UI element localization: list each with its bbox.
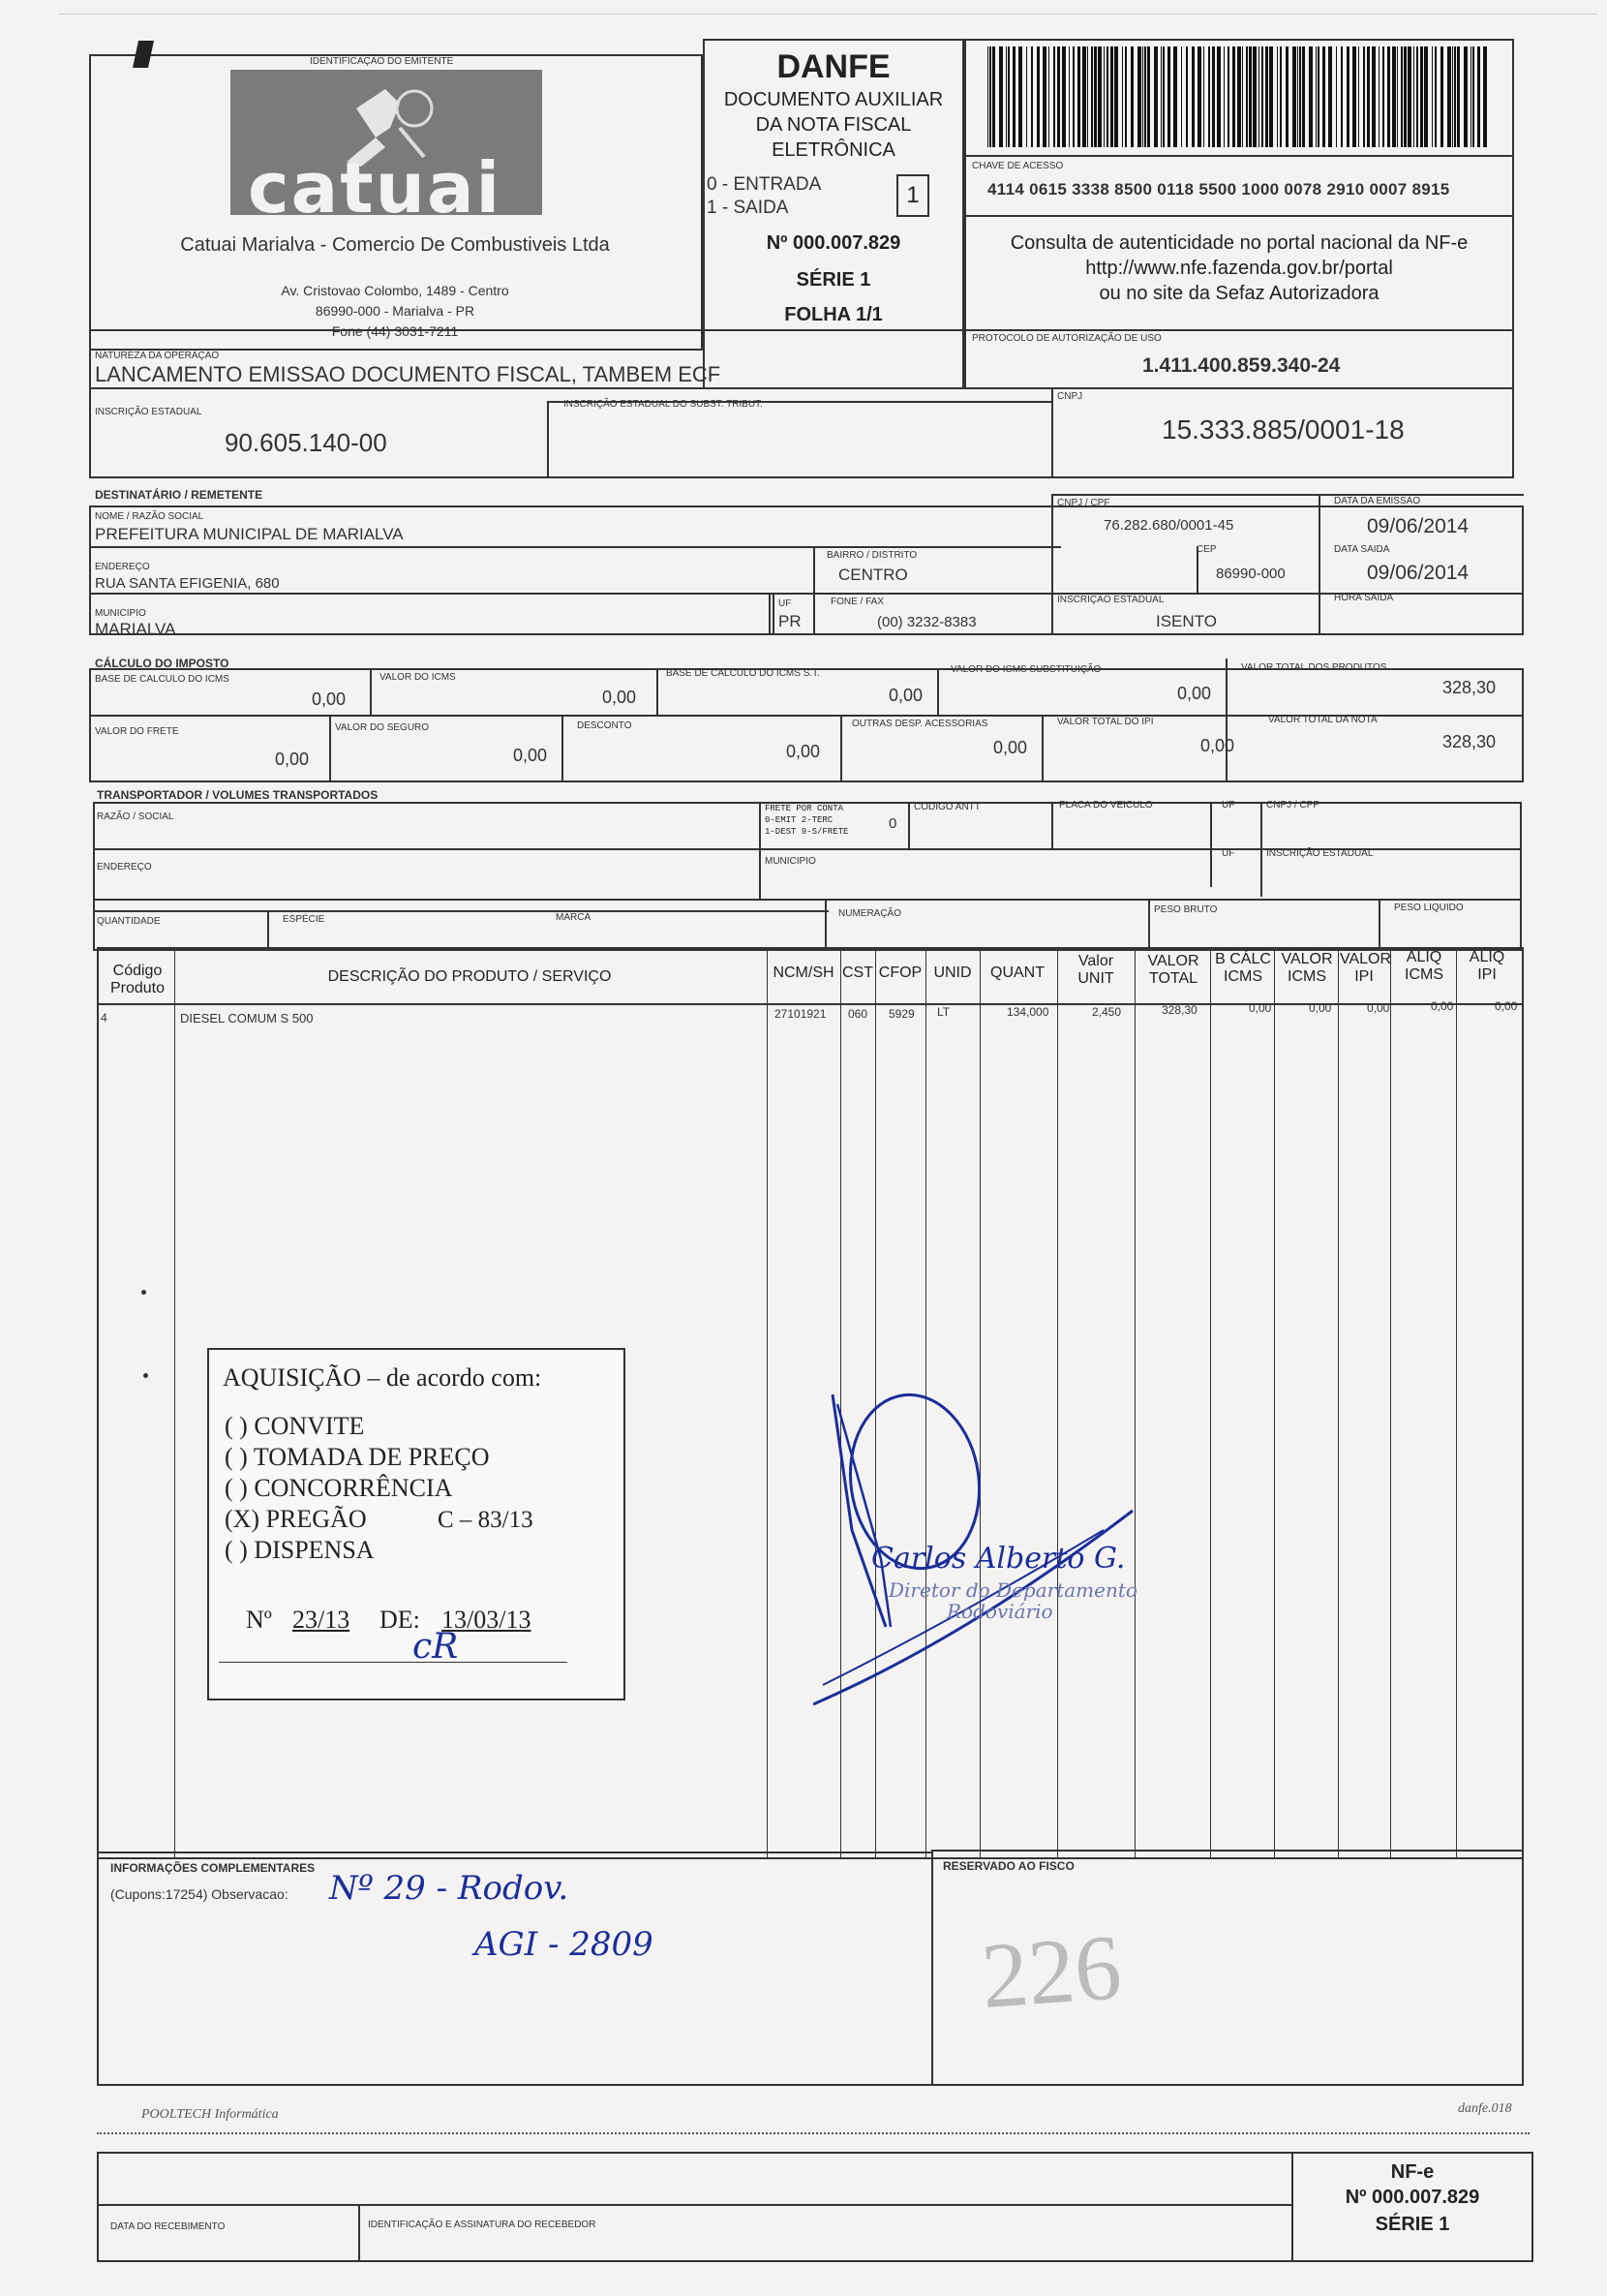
base-icms-value: 0,00 <box>312 689 347 709</box>
barcode-bar <box>1464 46 1468 147</box>
consult-line-2: http://www.nfe.fazenda.gov.br/portal <box>1085 258 1393 279</box>
table-column-line <box>1338 949 1339 1859</box>
cell-valor-unit: 2,450 <box>1092 1005 1122 1019</box>
barcode-bar <box>1397 46 1398 147</box>
base-st-value: 0,00 <box>889 686 924 705</box>
barcode-bar <box>1457 46 1460 147</box>
barcode-bar <box>1413 46 1414 147</box>
base-icms-label: BASE DE CALCULO DO ICMS <box>95 674 229 685</box>
barcode-bar <box>1114 46 1118 147</box>
ie-st-label: INSCRIÇÃO ESTADUAL DO SUBST. TRIBUT. <box>563 399 763 410</box>
barcode-bar <box>1091 46 1093 147</box>
peso-liquido-label: PESO LIQUIDO <box>1394 903 1464 913</box>
barcode-bar <box>992 46 995 147</box>
barcode-bar <box>1341 46 1343 147</box>
col-cfop: CFOP <box>878 964 923 981</box>
valor-st-value: 0,00 <box>1177 684 1212 703</box>
placa-label: PLACA DO VEICULO <box>1059 800 1153 811</box>
barcode-bar <box>1404 46 1407 147</box>
cnpj-value: 15.333.885/0001-18 <box>1162 414 1405 444</box>
natureza-label: NATUREZA DA OPERAÇÃO <box>95 351 220 361</box>
col-valor-total: VALOR TOTAL <box>1147 953 1199 987</box>
barcode-bar <box>1237 46 1241 147</box>
barcode-bar <box>1053 46 1055 147</box>
barcode-bar <box>1073 46 1075 147</box>
razao-label: RAZÃO / SOCIAL <box>97 811 174 822</box>
complement-hand-2: AGI - 2809 <box>474 1925 653 1964</box>
barcode-bar <box>987 46 988 147</box>
dest-ie-value: ISENTO <box>1156 612 1217 630</box>
stamp-date: 13/03/13 <box>441 1606 531 1634</box>
barcode-bar <box>1125 46 1127 147</box>
antt-label: CODIGO ANTT <box>914 802 981 812</box>
natureza-value: LANCAMENTO EMISSAO DOCUMENTO FISCAL, TAMBEM ECF <box>95 362 721 386</box>
cell-codigo: 4 <box>101 1011 107 1025</box>
emitter-section-label: IDENTIFICAÇÃO DO EMITENTE <box>310 56 454 67</box>
nome-label: NOME / RAZÃO SOCIAL <box>95 511 204 522</box>
barcode-bar <box>1432 46 1433 147</box>
signature-role: Diretor do Departamento <box>889 1578 1137 1602</box>
total-nota-label: VALOR TOTAL DA NOTA <box>1268 715 1378 725</box>
barcode-bar <box>1358 46 1359 147</box>
dest-ie-label: INSCRIÇÃO ESTADUAL <box>1057 595 1165 605</box>
cell-ncm: 27101921 <box>774 1007 827 1021</box>
desconto-value: 0,00 <box>786 742 821 761</box>
entrada-label: 0 - ENTRADA <box>707 174 822 195</box>
barcode-bar <box>1477 46 1480 147</box>
barcode-bar <box>1142 46 1143 147</box>
consult-line-1: Consulta de autenticidade no portal nacional da NF-e <box>1010 232 1469 254</box>
cell-quant: 134,000 <box>1007 1005 1049 1019</box>
stamp-de-label: DE: <box>379 1606 420 1634</box>
barcode-bar <box>1181 46 1182 147</box>
stamp-num-prefix: Nº <box>246 1606 272 1634</box>
barcode-bar <box>1309 46 1313 147</box>
stamp-opt-dispensa: ( ) DISPENSA <box>225 1536 375 1564</box>
data-emissao-value: 09/06/2014 <box>1367 515 1470 537</box>
barcode-bar <box>1401 46 1403 147</box>
hora-saida-label: HORA SAIDA <box>1334 593 1394 603</box>
barcode-bar <box>1299 46 1301 147</box>
saida-label: 1 - SAIDA <box>707 198 789 218</box>
fone-value: (00) 3232-8383 <box>877 614 977 630</box>
barcode-bar <box>1246 46 1248 147</box>
complement-text: (Cupons:17254) Observacao: <box>110 1886 288 1902</box>
col-quant: QUANT <box>990 964 1045 981</box>
marca-label: MARCA <box>556 912 591 923</box>
outras-value: 0,00 <box>993 738 1028 757</box>
scan-edge <box>58 14 1597 15</box>
stamp-title: AQUISIÇÃO – de acordo com: <box>223 1363 542 1392</box>
ipi-value: 0,00 <box>1200 736 1235 755</box>
barcode-bar <box>1131 46 1134 147</box>
cut-line <box>97 2132 1530 2134</box>
barcode-bar <box>1013 46 1016 147</box>
barcode-bar <box>1249 46 1252 147</box>
barcode-bar <box>1163 46 1165 147</box>
cell-bcalc-icms: 0,00 <box>1249 1001 1272 1015</box>
protocolo-value: 1.411.400.859.340-24 <box>1142 354 1341 377</box>
cep-value: 86990-000 <box>1216 566 1286 582</box>
barcode-bar <box>1416 46 1418 147</box>
transport-cnpj-label: CNPJ / CPF <box>1266 800 1319 811</box>
barcode-bar <box>989 46 991 147</box>
barcode-bar <box>1198 46 1201 147</box>
access-key-value: 4114 0615 3338 8500 0118 5500 1000 0078 2910 0007 8915 <box>987 180 1450 199</box>
barcode-bar <box>1318 46 1319 147</box>
access-key-label: CHAVE DE ACESSO <box>972 161 1064 171</box>
barcode-icon <box>987 46 1491 147</box>
barcode-bar <box>1144 46 1146 147</box>
cell-aliq-ipi: 0,00 <box>1495 999 1518 1013</box>
cell-cfop: 5929 <box>889 1007 915 1021</box>
barcode-bar <box>1447 46 1451 147</box>
transport-section-label: TRANSPORTADOR / VOLUMES TRANSPORTADOS <box>97 788 379 802</box>
barcode-bar <box>1336 46 1337 147</box>
barcode-bar <box>1472 46 1474 147</box>
frete-conta-1: FRETE POR CONTA <box>765 804 844 813</box>
barcode-bar <box>1173 46 1177 147</box>
barcode-bar <box>1258 46 1259 147</box>
total-produtos-label: VALOR TOTAL DOS PRODUTOS <box>1241 662 1387 673</box>
barcode-bar <box>1094 46 1097 147</box>
barcode-bar <box>1043 46 1046 147</box>
barcode-bar <box>1379 46 1380 147</box>
barcode-bar <box>1192 46 1195 147</box>
danfe-subtitle-3: ELETRÔNICA <box>772 139 895 161</box>
barcode-bar <box>1392 46 1396 147</box>
cell-valor-icms: 0,00 <box>1309 1001 1332 1015</box>
receipt-nfe: NF-e <box>1390 2161 1435 2183</box>
barcode-bar <box>1006 46 1007 147</box>
col-valor-unit: Valor UNIT <box>1077 953 1114 987</box>
stamp-opt-tomada: ( ) TOMADA DE PREÇO <box>225 1443 490 1471</box>
bairro-value: CENTRO <box>838 566 908 584</box>
fone-label: FONE / FAX <box>831 597 885 607</box>
barcode-bar <box>1154 46 1158 147</box>
barcode-bar <box>1203 46 1204 147</box>
barcode-bar <box>1167 46 1170 147</box>
barcode-bar <box>1322 46 1325 147</box>
col-valor-ipi: VALOR IPI <box>1340 951 1392 985</box>
frete-conta-value: 0 <box>889 815 897 832</box>
footer-code: danfe.018 <box>1458 2101 1512 2116</box>
barcode-bar <box>1057 46 1060 147</box>
col-bcalc-icms: B CÁLC ICMS <box>1215 951 1271 985</box>
company-logo <box>230 70 542 229</box>
barcode-bar <box>1069 46 1070 147</box>
data-saida-label: DATA SAIDA <box>1334 544 1390 555</box>
fisco-hand: 226 <box>978 1914 1125 2028</box>
barcode-bar <box>1104 46 1105 147</box>
col-unid: UNID <box>933 964 972 981</box>
barcode-bar <box>1297 46 1298 147</box>
identificacao-label: IDENTIFICAÇÃO E ASSINATURA DO RECEBEDOR <box>368 2219 596 2230</box>
signature-dept: Rodoviário <box>947 1600 1053 1623</box>
seguro-label: VALOR DO SEGURO <box>335 722 430 733</box>
total-nota-value: 328,30 <box>1442 732 1497 751</box>
barcode-bar <box>1026 46 1027 147</box>
frete-conta-3: 1-DEST 9-S/FRETE <box>765 827 849 837</box>
stamp-num: 23/13 <box>292 1606 350 1634</box>
acquisition-stamp <box>207 1348 625 1700</box>
tipo-box: 1 <box>896 174 929 217</box>
stamp-opt-convite: ( ) CONVITE <box>225 1412 365 1440</box>
barcode-bar <box>1424 46 1428 147</box>
stamp-opt-concorrencia: ( ) CONCORRÊNCIA <box>225 1474 453 1502</box>
outras-label: OUTRAS DESP. ACESSORIAS <box>852 719 988 729</box>
municipio-value: MARIALVA <box>95 620 176 638</box>
cnpj-label: CNPJ <box>1057 391 1083 402</box>
cell-unid: LT <box>937 1005 951 1019</box>
barcode-bar <box>1107 46 1108 147</box>
barcode-bar <box>1253 46 1257 147</box>
numeracao-label: NUMERAÇÃO <box>838 908 902 919</box>
barcode-bar <box>1031 46 1033 147</box>
barcode-bar <box>1372 46 1376 147</box>
especie-label: ESPÉCIE <box>283 914 325 925</box>
nome-value: PREFEITURA MUNICIPAL DE MARIALVA <box>95 525 404 543</box>
footer-software: POOLTECH Informática <box>141 2107 279 2122</box>
barcode-bar <box>1328 46 1332 147</box>
cep-label: CEP <box>1197 544 1217 555</box>
barcode-bar <box>1008 46 1010 147</box>
barcode-bar <box>999 46 1003 147</box>
total-produtos-value: 328,30 <box>1442 678 1497 697</box>
barcode-bar <box>1037 46 1040 147</box>
transport-endereco-label: ENDEREÇO <box>97 862 152 872</box>
col-valor-icms: VALOR ICMS <box>1281 951 1333 985</box>
barcode-bar <box>1302 46 1305 147</box>
barcode-bar <box>1452 46 1453 147</box>
transport-ie-label: INSCRIÇÃO ESTADUAL <box>1266 848 1374 859</box>
stamp-initials: cR <box>412 1627 459 1667</box>
valor-st-label: VALOR DO ICMS SUBSTITUIÇÃO <box>951 664 1102 675</box>
barcode-bar <box>1208 46 1210 147</box>
scan-dot <box>141 1290 146 1295</box>
transport-municipio-label: MUNICIPIO <box>765 856 816 867</box>
barcode-bar <box>1435 46 1437 147</box>
base-st-label: BASE DE CALCULO DO ICMS S.T. <box>666 668 820 679</box>
barcode-bar <box>1122 46 1123 147</box>
complement-hand-1: Nº 29 - Rodov. <box>329 1869 569 1908</box>
municipio-label: MUNICIPIO <box>95 608 146 619</box>
barcode-bar <box>1212 46 1215 147</box>
uf-value: PR <box>778 612 802 630</box>
emitter-cep-city: 86990-000 - Marialva - PR <box>315 303 475 319</box>
cell-aliq-icms: 0,00 <box>1431 999 1454 1013</box>
barcode-bar <box>1483 46 1487 147</box>
emitter-address: Av. Cristovao Colombo, 1489 - Centro <box>281 283 509 298</box>
barcode-bar <box>1048 46 1049 147</box>
receipt-number: Nº 000.007.829 <box>1345 2187 1480 2208</box>
barcode <box>987 46 1491 147</box>
tax-section-label: CÁLCULO DO IMPOSTO <box>95 657 229 670</box>
danfe-folha: FOLHA 1/1 <box>784 304 883 325</box>
danfe-title: DANFE <box>776 48 891 85</box>
barcode-bar <box>1147 46 1150 147</box>
barcode-bar <box>1098 46 1102 147</box>
cell-descricao: DIESEL COMUM S 500 <box>180 1011 314 1026</box>
barcode-bar <box>1265 46 1268 147</box>
barcode-bar <box>1161 46 1162 147</box>
recipient-section-label: DESTINATÁRIO / REMETENTE <box>95 488 263 502</box>
recebimento-label: DATA DO RECEBIMENTO <box>110 2221 226 2232</box>
barcode-bar <box>1087 46 1088 147</box>
stamp-opt-pregao: (X) PREGÃO <box>225 1505 367 1533</box>
barcode-bar <box>1217 46 1221 147</box>
ie-value: 90.605.140-00 <box>225 428 387 457</box>
data-saida-value: 09/06/2014 <box>1367 562 1470 584</box>
fisco-label: RESERVADO AO FISCO <box>943 1859 1075 1873</box>
barcode-bar <box>1347 46 1349 147</box>
emitter-phone: Fone (44) 3031-7211 <box>331 323 459 339</box>
desconto-label: DESCONTO <box>577 720 632 731</box>
uf-label: UF <box>778 598 792 609</box>
endereco-label: ENDEREÇO <box>95 562 150 572</box>
barcode-bar <box>1062 46 1066 147</box>
quantidade-label: QUANTIDADE <box>97 916 161 927</box>
barcode-bar <box>1440 46 1443 147</box>
table-column-line <box>174 949 175 1859</box>
col-aliq-icms: ALIQ ICMS <box>1405 949 1443 983</box>
danfe-subtitle-2: DA NOTA FISCAL <box>755 114 912 136</box>
table-column-line <box>1210 949 1211 1859</box>
transport-uf2-label: UF <box>1222 848 1235 859</box>
barcode-bar <box>1186 46 1188 147</box>
barcode-bar <box>1228 46 1229 147</box>
col-cst: CST <box>842 964 873 981</box>
barcode-bar <box>1367 46 1370 147</box>
col-codigo: Código Produto <box>109 963 166 996</box>
barcode-bar <box>1232 46 1235 147</box>
ipi-label: VALOR TOTAL DO IPI <box>1057 717 1154 727</box>
barcode-bar <box>1292 46 1296 147</box>
col-ncm: NCM/SH <box>773 964 834 981</box>
table-column-line <box>1456 949 1457 1859</box>
consult-line-3: ou no site da Sefaz Autorizadora <box>1099 283 1380 304</box>
barcode-bar <box>1242 46 1243 147</box>
ie-label: INSCRIÇÃO ESTADUAL <box>95 407 202 417</box>
barcode-bar <box>1269 46 1273 147</box>
bairro-label: BAIRRO / DISTRITO <box>827 550 918 561</box>
valor-icms-value: 0,00 <box>602 688 637 707</box>
danfe-number: Nº 000.007.829 <box>766 232 901 254</box>
barcode-bar <box>1316 46 1317 147</box>
danfe-subtitle-1: DOCUMENTO AUXILIAR <box>723 89 944 110</box>
barcode-bar <box>1454 46 1456 147</box>
col-aliq-ipi: ALIQ IPI <box>1469 949 1505 983</box>
cell-cst: 060 <box>848 1007 868 1021</box>
cell-valor-ipi: 0,00 <box>1367 1001 1390 1015</box>
table-column-line <box>1274 949 1275 1859</box>
dest-cnpj-value: 76.282.680/0001-45 <box>1104 517 1234 534</box>
barcode-bar <box>1280 46 1282 147</box>
peso-bruto-label: PESO BRUTO <box>1154 904 1218 915</box>
barcode-bar <box>1137 46 1141 147</box>
frete-value: 0,00 <box>275 750 310 769</box>
barcode-bar <box>1018 46 1022 147</box>
barcode-bar <box>1110 46 1113 147</box>
barcode-bar <box>1408 46 1411 147</box>
barcode-bar <box>1387 46 1390 147</box>
barcode-bar <box>1261 46 1263 147</box>
stamp-pregao-code: C – 83/13 <box>438 1507 533 1533</box>
cell-valor-total: 328,30 <box>1162 1003 1198 1017</box>
protocolo-label: PROTOCOLO DE AUTORIZAÇÃO DE USO <box>972 333 1162 344</box>
data-emissao-label: DATA DA EMISSÃO <box>1334 496 1421 506</box>
barcode-bar <box>1224 46 1225 147</box>
valor-icms-label: VALOR DO ICMS <box>379 672 456 683</box>
signature-name: Carlos Alberto G. <box>871 1542 1126 1576</box>
frete-label: VALOR DO FRETE <box>95 726 179 737</box>
barcode-bar <box>1082 46 1086 147</box>
barcode-bar <box>1277 46 1278 147</box>
table-column-line <box>767 949 768 1859</box>
barcode-bar <box>1077 46 1080 147</box>
table-column-line <box>1390 949 1391 1859</box>
logo-text: catuai <box>248 147 502 229</box>
dest-cnpj-label: CNPJ / CPF <box>1057 498 1110 508</box>
barcode-bar <box>1420 46 1423 147</box>
receipt-serie: SÉRIE 1 <box>1375 2214 1450 2235</box>
barcode-bar <box>1352 46 1356 147</box>
seguro-value: 0,00 <box>513 746 548 765</box>
endereco-value: RUA SANTA EFIGENIA, 680 <box>95 575 280 592</box>
complement-label: INFORMAÇÕES COMPLEMENTARES <box>110 1861 316 1875</box>
frete-conta-2: 0-EMIT 2-TERC <box>765 815 834 825</box>
scan-dot <box>143 1373 148 1378</box>
emitter-name: Catuai Marialva - Comercio De Combustiveis Ltda <box>180 234 610 256</box>
barcode-bar <box>1382 46 1384 147</box>
transport-uf-label: UF <box>1222 800 1235 811</box>
danfe-serie: SÉRIE 1 <box>796 269 871 291</box>
barcode-bar <box>1363 46 1365 147</box>
barcode-bar <box>1286 46 1289 147</box>
col-descricao: DESCRIÇÃO DO PRODUTO / SERVIÇO <box>327 968 612 985</box>
